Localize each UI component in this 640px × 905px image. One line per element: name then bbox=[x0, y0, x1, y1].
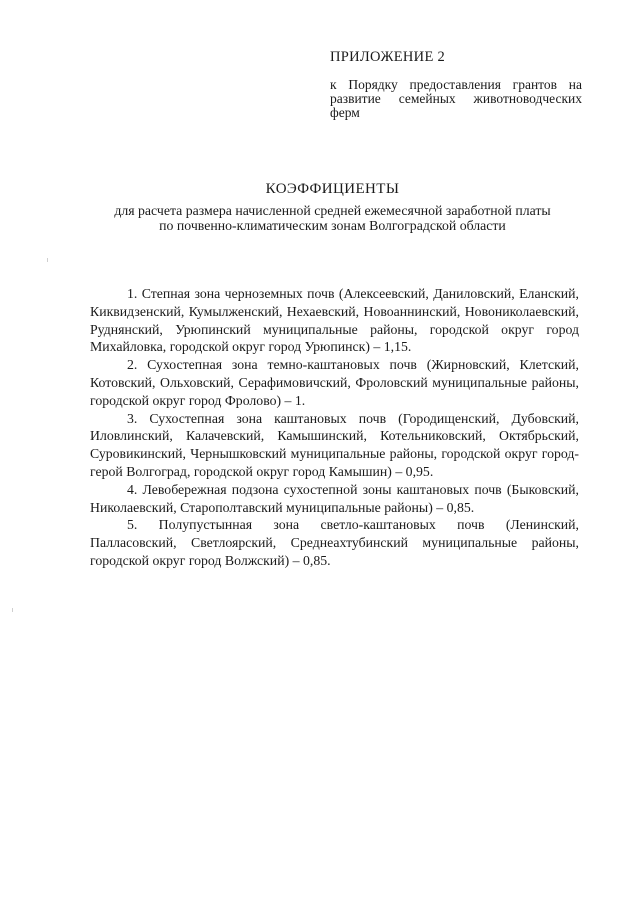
annex-title: ПРИЛОЖЕНИЕ 2 bbox=[330, 49, 446, 65]
zone-paragraph-4: 4. Левобережная подзона сухостепной зоны каштановых почв (Быковский, Николаевский, Старополтавский муниципальные районы) – 0,85. bbox=[90, 481, 579, 515]
document-title: КОЭФФИЦИЕНТЫ bbox=[265, 181, 400, 197]
zone-paragraph-5: 5. Полупустынная зона светло-каштановых почв (Ленинский, Палласовский, Светлоярский, Среднеахтубинский муниципальные районы, городской округ город Волжский) – 0,85. bbox=[90, 517, 579, 568]
zone-paragraph-1: 1. Степная зона черноземных почв (Алексеевский, Даниловский, Еланский, Киквидзенский, Кумылженский, Нехаевский, Новоаннинский, Новониколаевский, Руднянский, Урюпинский муниципальные районы, городской округ город Михайловка, городской округ город Урюпинск) – 1,15. bbox=[90, 286, 579, 355]
subtitle-line-1: для расчета размера начисленной средней ежемесячной заработной платы bbox=[114, 203, 551, 218]
scan-mark bbox=[47, 258, 48, 262]
annex-reference: к Порядку предоставления грантов на развитие семейных животноводческих ферм bbox=[330, 77, 582, 120]
document-subtitle bbox=[80, 203, 585, 233]
subtitle-line-2: по почвенно-климатическим зонам Волгоградской области bbox=[159, 218, 506, 233]
scan-mark bbox=[12, 608, 13, 612]
zone-paragraph-2: 2. Сухостепная зона темно-каштановых почв (Жирновский, Клетский, Котовский, Ольховский, Серафимовичский, Фроловский муниципальные районы, городской округ город Фролово) – 1. bbox=[90, 357, 579, 408]
zone-paragraph-3: 3. Сухостепная зона каштановых почв (Городищенский, Дубовский, Иловлинский, Калачевский, Камышинский, Котельниковский, Октябрьский, Суровикинский, Чернышковский муниципальные районы, городской округ город-герой Волгоград, городской округ город Камышин) – 0,95. bbox=[90, 410, 579, 479]
zones-list bbox=[90, 285, 579, 570]
annex-block bbox=[330, 48, 582, 120]
